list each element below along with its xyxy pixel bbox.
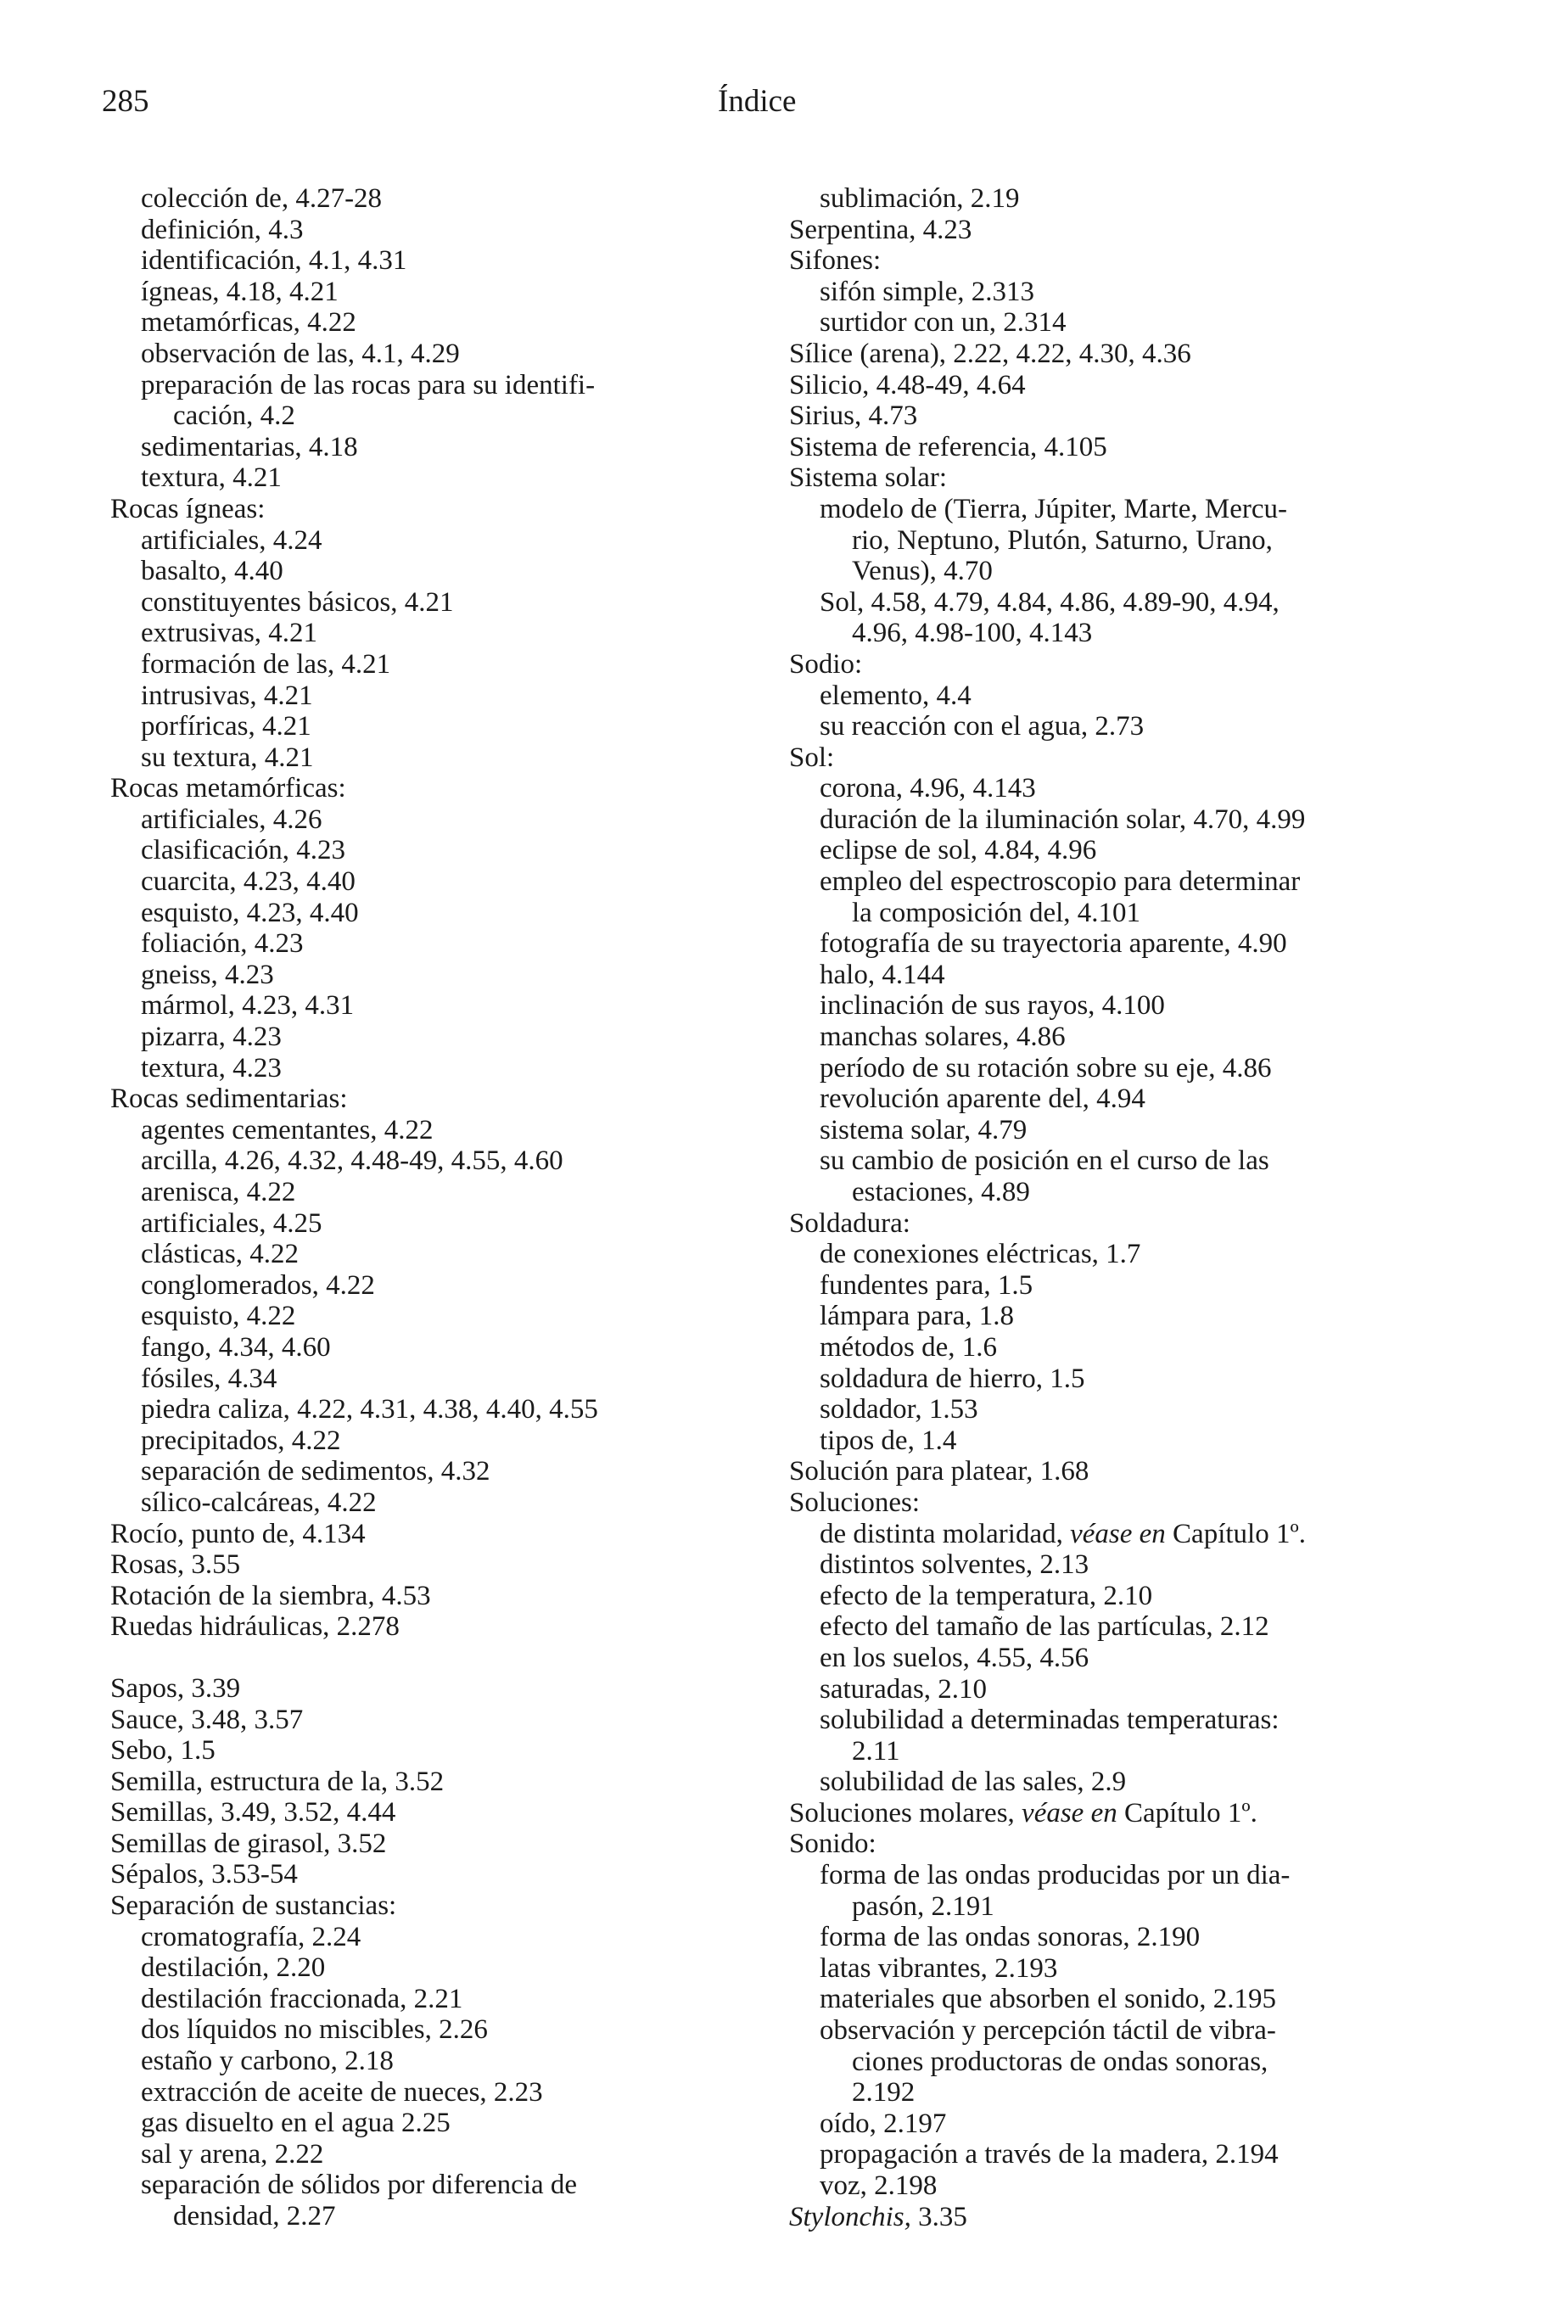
index-subentry (102, 432, 747, 463)
entry-text: Silicio, 4.48-49, 4.64 (789, 369, 1026, 400)
index-subentry (781, 1084, 1442, 1115)
entry-text: identificación, 4.1, 4.31 (141, 245, 407, 277)
index-subentry (102, 1208, 747, 1240)
index-entry (102, 1797, 747, 1828)
index-subentry (102, 742, 747, 774)
entry-text: pizarra, 4.23 (141, 1022, 282, 1053)
index-entry (781, 400, 1442, 432)
entry-text: Venus), 4.70 (852, 556, 993, 587)
index-entry (102, 1735, 747, 1767)
index-subentry (102, 1984, 747, 2015)
entry-text: fundentes para, 1.5 (820, 1269, 1033, 1301)
entry-text: constituyentes básicos, 4.21 (141, 586, 454, 618)
entry-text: oído, 2.197 (820, 2108, 947, 2139)
index-subentry (781, 1705, 1442, 1736)
index-entry (781, 432, 1442, 463)
entry-text: corona, 4.96, 4.143 (820, 773, 1036, 804)
entry-text: latas vibrantes, 2.193 (820, 1952, 1058, 1984)
index-subentry (781, 183, 1442, 215)
entry-italic-text: véase en (1070, 1518, 1166, 1549)
entry-text: fango, 4.34, 4.60 (141, 1331, 331, 1363)
entry-text: artificiales, 4.24 (141, 524, 322, 556)
index-continuation (102, 400, 747, 432)
index-subentry (102, 1394, 747, 1425)
index-subentry (102, 898, 747, 929)
index-entry (102, 1611, 747, 1643)
entry-text: Sebo, 1.5 (110, 1735, 216, 1767)
index-subentry (102, 960, 747, 991)
page-number: 285 (102, 84, 149, 119)
entry-text: textura, 4.21 (141, 462, 282, 494)
index-subentry (102, 462, 747, 494)
index-entry (781, 215, 1442, 246)
entry-text: elemento, 4.4 (820, 680, 972, 711)
index-subentry (102, 990, 747, 1022)
index-subentry (102, 835, 747, 866)
entry-text: piedra caliza, 4.22, 4.31, 4.38, 4.40, 4.55 (141, 1394, 598, 1425)
entry-text: Sifones: (789, 245, 882, 277)
entry-text: extracción de aceite de nueces, 2.23 (141, 2076, 543, 2108)
index-entry (781, 2202, 1442, 2233)
entry-text: propagación a través de la madera, 2.194 (820, 2139, 1279, 2170)
index-subentry (781, 928, 1442, 960)
index-subentry (781, 1332, 1442, 1364)
index-subentry (781, 1953, 1442, 1985)
entry-text: esquisto, 4.22 (141, 1301, 296, 1332)
entry-text: sílico-calcáreas, 4.22 (141, 1487, 377, 1518)
index-subentry (781, 711, 1442, 742)
index-subentry (781, 1860, 1442, 1891)
entry-text: gneiss, 4.23 (141, 959, 274, 990)
index-subentry (102, 2170, 747, 2201)
index-continuation (781, 1891, 1442, 1923)
index-entry (102, 1767, 747, 1798)
index-subentry (781, 587, 1442, 619)
entry-text: Sílice (arena), 2.22, 4.22, 4.30, 4.36 (789, 338, 1191, 369)
index-entry (102, 1549, 747, 1581)
entry-text: Separación de sustancias: (110, 1890, 397, 1922)
index-entry (781, 339, 1442, 370)
index-subentry (781, 2139, 1442, 2170)
entry-text: lámpara para, 1.8 (820, 1301, 1015, 1332)
entry-text: Sirius, 4.73 (789, 400, 918, 432)
index-subentry (102, 1239, 747, 1270)
entry-text: su textura, 4.21 (141, 742, 314, 773)
entry-text: revolución aparente del, 4.94 (820, 1084, 1145, 1115)
entry-text: Sodio: (789, 648, 863, 680)
index-entry (102, 1705, 747, 1736)
index-entry (102, 1673, 747, 1705)
entry-text: de conexiones eléctricas, 1.7 (820, 1239, 1141, 1270)
index-subentry (781, 1611, 1442, 1643)
index-subentry (781, 2108, 1442, 2140)
entry-text: Rocas ígneas: (110, 493, 266, 524)
entry-text: pasón, 2.191 (852, 1890, 994, 1922)
entry-text: basalto, 4.40 (141, 556, 283, 587)
entry-text: voz, 2.198 (820, 2170, 938, 2201)
index-subentry (781, 277, 1442, 308)
index-continuation (781, 618, 1442, 649)
index-subentry (781, 960, 1442, 991)
entry-text: Soldadura: (789, 1207, 910, 1239)
entry-text: Soluciones molares, (789, 1797, 1022, 1828)
index-subentry (781, 1239, 1442, 1270)
entry-text: textura, 4.23 (141, 1052, 282, 1084)
index-subentry (102, 587, 747, 619)
index-entry (102, 1828, 747, 1860)
entry-text: esquisto, 4.23, 4.40 (141, 897, 359, 928)
entry-text: preparación de las rocas para su identifi- (141, 369, 596, 400)
index-subentry (102, 1456, 747, 1487)
index-subentry (102, 556, 747, 587)
index-subentry (102, 1952, 747, 1984)
index-subentry (102, 307, 747, 339)
index-subentry (781, 1674, 1442, 1705)
index-continuation (781, 1177, 1442, 1208)
index-subentry (102, 525, 747, 557)
entry-text: arenisca, 4.22 (141, 1177, 296, 1207)
index-subentry (781, 1549, 1442, 1581)
entry-text: halo, 4.144 (820, 959, 945, 990)
index-entry (102, 773, 747, 804)
entry-text: métodos de, 1.6 (820, 1331, 997, 1363)
index-subentry (102, 1053, 747, 1084)
entry-text: separación de sedimentos, 4.32 (141, 1456, 490, 1487)
index-entry (781, 462, 1442, 494)
entry-text: su reacción con el agua, 2.73 (820, 711, 1145, 742)
entry-text: observación y percepción táctil de vibra- (820, 2015, 1276, 2047)
entry-text: intrusivas, 4.21 (141, 680, 313, 711)
index-subentry (102, 183, 747, 215)
entry-text: metamórficas, 4.22 (141, 307, 356, 339)
entry-text-after: 3.35 (910, 2201, 967, 2232)
index-subentry (781, 1767, 1442, 1798)
entry-italic-text: Stylonchis, (789, 2201, 911, 2232)
index-subentry (102, 618, 747, 649)
index-continuation (781, 556, 1442, 587)
entry-text: formación de las, 4.21 (141, 648, 391, 680)
index-subentry (102, 1115, 747, 1146)
index-subentry (102, 2108, 747, 2139)
entry-text: densidad, 2.27 (173, 2201, 336, 2232)
index-entry (781, 370, 1442, 401)
index-subentry (102, 1487, 747, 1519)
entry-text-after: Capítulo 1º. (1165, 1518, 1306, 1549)
page-header (0, 83, 1568, 134)
index-subentry (102, 649, 747, 680)
index-subentry (102, 1177, 747, 1208)
entry-text: clasificación, 4.23 (141, 835, 345, 866)
entry-text: duración de la iluminación solar, 4.70, 4.99 (820, 804, 1306, 835)
index-subentry (102, 2014, 747, 2046)
index-subentry (102, 2046, 747, 2077)
entry-text: destilación, 2.20 (141, 1952, 326, 1984)
entry-text: cromatografía, 2.24 (141, 1921, 361, 1952)
index-subentry (102, 1145, 747, 1177)
entry-text: porfíricas, 4.21 (141, 711, 311, 742)
index-subentry (781, 1270, 1442, 1302)
index-subentry (781, 866, 1442, 898)
entry-text: Sauce, 3.48, 3.57 (110, 1704, 304, 1735)
entry-text: Sépalos, 3.53-54 (110, 1859, 298, 1890)
entry-text: 2.11 (852, 1735, 900, 1767)
entry-text: artificiales, 4.26 (141, 804, 322, 835)
running-head: Índice (718, 84, 797, 119)
index-subentry (781, 1394, 1442, 1425)
index-subentry (781, 1145, 1442, 1177)
entry-text: empleo del espectroscopio para determinar (820, 866, 1301, 898)
index-subentry (781, 1922, 1442, 1953)
entry-text: Rosas, 3.55 (110, 1549, 241, 1581)
index-subentry (102, 1332, 747, 1364)
index-entry (781, 1487, 1442, 1519)
entry-text: ciones productoras de ondas sonoras, (852, 2046, 1268, 2077)
entry-text: solubilidad a determinadas temperaturas: (820, 1705, 1280, 1736)
entry-text: tipos de, 1.4 (820, 1425, 957, 1456)
entry-text: sistema solar, 4.79 (820, 1114, 1028, 1145)
entry-text: Serpentina, 4.23 (789, 214, 972, 245)
index-entry (102, 494, 747, 525)
entry-text: materiales que absorben el sonido, 2.195 (820, 1984, 1276, 2015)
index-entry (781, 742, 1442, 774)
index-subentry (102, 245, 747, 277)
entry-text: sifón simple, 2.313 (820, 276, 1034, 307)
index-continuation (781, 1736, 1442, 1767)
entry-text: 4.96, 4.98-100, 4.143 (852, 618, 1093, 649)
index-subentry (781, 1364, 1442, 1395)
entry-text: foliación, 4.23 (141, 928, 304, 960)
entry-text: efecto del tamaño de las partículas, 2.12 (820, 1611, 1269, 1643)
entry-italic-text: véase en (1022, 1797, 1117, 1828)
entry-text-after: Capítulo 1º. (1117, 1797, 1257, 1828)
index-subentry (102, 215, 747, 246)
entry-text: Sonido: (789, 1828, 876, 1860)
entry-text: mármol, 4.23, 4.31 (141, 990, 355, 1022)
index-subentry (102, 2077, 747, 2108)
index-subentry (102, 339, 747, 370)
entry-text: modelo de (Tierra, Júpiter, Marte, Mercu- (820, 493, 1287, 524)
index-subentry (102, 1364, 747, 1395)
index-continuation (102, 2201, 747, 2232)
entry-text: cuarcita, 4.23, 4.40 (141, 866, 356, 898)
entry-text: soldadura de hierro, 1.5 (820, 1363, 1085, 1394)
entry-text: rio, Neptuno, Plutón, Saturno, Urano, (852, 524, 1273, 556)
entry-text: Rocas metamórficas: (110, 773, 346, 804)
index-subentry (781, 1581, 1442, 1612)
index-entry (102, 1890, 747, 1922)
index-subentry (781, 773, 1442, 804)
index-entry (781, 1456, 1442, 1487)
entry-text: destilación fraccionada, 2.21 (141, 1983, 463, 2014)
index-subentry (781, 835, 1442, 866)
index-subentry (102, 866, 747, 898)
entry-text: precipitados, 4.22 (141, 1425, 341, 1456)
index-continuation (781, 2047, 1442, 2078)
index-entry (781, 1798, 1442, 1829)
index-entry (781, 1208, 1442, 1240)
index-subentry (102, 2139, 747, 2170)
entry-text: 2.192 (852, 2077, 916, 2108)
index-subentry (102, 680, 747, 712)
index-entry (102, 1581, 747, 1612)
entry-text: inclinación de sus rayos, 4.100 (820, 990, 1165, 1022)
entry-text: la composición del, 4.101 (852, 897, 1141, 928)
entry-text: Sistema solar: (789, 462, 948, 494)
index-subentry (102, 1022, 747, 1053)
entry-text: forma de las ondas producidas por un dia- (820, 1860, 1291, 1891)
entry-text: efecto de la temperatura, 2.10 (820, 1580, 1153, 1611)
entry-text: Sol, 4.58, 4.79, 4.84, 4.86, 4.89-90, 4.94, (820, 586, 1280, 618)
index-continuation (781, 898, 1442, 929)
entry-text: conglomerados, 4.22 (141, 1269, 375, 1301)
entry-text: sal y arena, 2.22 (141, 2138, 324, 2170)
entry-text: surtidor con un, 2.314 (820, 307, 1067, 339)
entry-text: Sapos, 3.39 (110, 1672, 241, 1704)
entry-text: sublimación, 2.19 (820, 183, 1020, 214)
index-subentry (102, 928, 747, 960)
index-subentry (102, 1301, 747, 1332)
entry-text: forma de las ondas sonoras, 2.190 (820, 1922, 1201, 1953)
index-continuation (781, 2077, 1442, 2108)
section-gap (102, 1643, 747, 1673)
index-entry (102, 1519, 747, 1550)
entry-text: solubilidad de las sales, 2.9 (820, 1767, 1127, 1798)
index-subentry (781, 990, 1442, 1022)
index-subentry (781, 1425, 1442, 1457)
index-subentry (102, 1425, 747, 1457)
entry-text: extrusivas, 4.21 (141, 618, 318, 649)
entry-text: saturadas, 2.10 (820, 1673, 988, 1705)
index-subentry (102, 277, 747, 308)
entry-text: cación, 4.2 (173, 400, 295, 432)
index-subentry (102, 1922, 747, 1953)
entry-text: su cambio de posición en el curso de las (820, 1145, 1269, 1177)
index-subentry (102, 370, 747, 401)
entry-text: Rotación de la siembra, 4.53 (110, 1580, 431, 1611)
entry-text: eclipse de sol, 4.84, 4.96 (820, 835, 1097, 866)
entry-text: dos líquidos no miscibles, 2.26 (141, 2014, 488, 2046)
entry-text: fósiles, 4.34 (141, 1363, 277, 1394)
index-subentry (781, 1301, 1442, 1332)
entry-text: Semillas de girasol, 3.52 (110, 1828, 387, 1859)
entry-text: distintos solventes, 2.13 (820, 1549, 1089, 1581)
index-continuation (781, 525, 1442, 557)
entry-text: Rocío, punto de, 4.134 (110, 1518, 366, 1549)
index-subentry (781, 2015, 1442, 2047)
entry-text: artificiales, 4.25 (141, 1207, 322, 1239)
index-entry (102, 1084, 747, 1115)
entry-text: Solución para platear, 1.68 (789, 1456, 1089, 1487)
index-subentry (781, 1053, 1442, 1084)
index-entry (781, 245, 1442, 277)
index-subentry (781, 804, 1442, 836)
entry-text: fotografía de su trayectoria aparente, 4.90 (820, 928, 1287, 960)
entry-text: Semillas, 3.49, 3.52, 4.44 (110, 1797, 396, 1828)
index-subentry (102, 804, 747, 836)
index-subentry (781, 1984, 1442, 2015)
entry-text: Sol: (789, 742, 835, 773)
entry-text: estaño y carbono, 2.18 (141, 2046, 394, 2077)
entry-text: estaciones, 4.89 (852, 1177, 1030, 1207)
index-subentry (781, 1519, 1442, 1550)
entry-text: Semilla, estructura de la, 3.52 (110, 1766, 445, 1797)
entry-text: Sistema de referencia, 4.105 (789, 431, 1107, 462)
entry-text: clásticas, 4.22 (141, 1239, 300, 1270)
index-subentry (102, 1270, 747, 1302)
index-column-left (102, 183, 747, 2232)
index-subentry (781, 494, 1442, 525)
entry-text: sedimentarias, 4.18 (141, 431, 358, 462)
entry-text: arcilla, 4.26, 4.32, 4.48-49, 4.55, 4.60 (141, 1145, 563, 1177)
entry-text: gas disuelto en el agua 2.25 (141, 2108, 451, 2139)
entry-text: de distinta molaridad, (820, 1518, 1071, 1549)
index-subentry (781, 1115, 1442, 1146)
index-entry (102, 1859, 747, 1890)
entry-text: observación de las, 4.1, 4.29 (141, 338, 460, 369)
entry-text: Soluciones: (789, 1487, 920, 1518)
index-subentry (781, 680, 1442, 712)
entry-text: ígneas, 4.18, 4.21 (141, 276, 339, 307)
entry-text: Rocas sedimentarias: (110, 1084, 348, 1115)
entry-text: período de su rotación sobre su eje, 4.86 (820, 1052, 1272, 1084)
index-column-right (781, 183, 1442, 2232)
index-subentry (102, 711, 747, 742)
index-subentry (781, 2170, 1442, 2202)
index-subentry (781, 307, 1442, 339)
entry-text: Ruedas hidráulicas, 2.278 (110, 1611, 400, 1643)
index-entry (781, 1828, 1442, 1860)
index-subentry (781, 1022, 1442, 1053)
entry-text: manchas solares, 4.86 (820, 1022, 1066, 1053)
entry-text: en los suelos, 4.55, 4.56 (820, 1642, 1089, 1673)
entry-text: definición, 4.3 (141, 214, 304, 245)
entry-text: separación de sólidos por diferencia de (141, 2170, 578, 2201)
entry-text: colección de, 4.27-28 (141, 183, 383, 214)
entry-text: agentes cementantes, 4.22 (141, 1114, 434, 1145)
index-subentry (781, 1643, 1442, 1674)
index-entry (781, 649, 1442, 680)
entry-text: soldador, 1.53 (820, 1394, 978, 1425)
